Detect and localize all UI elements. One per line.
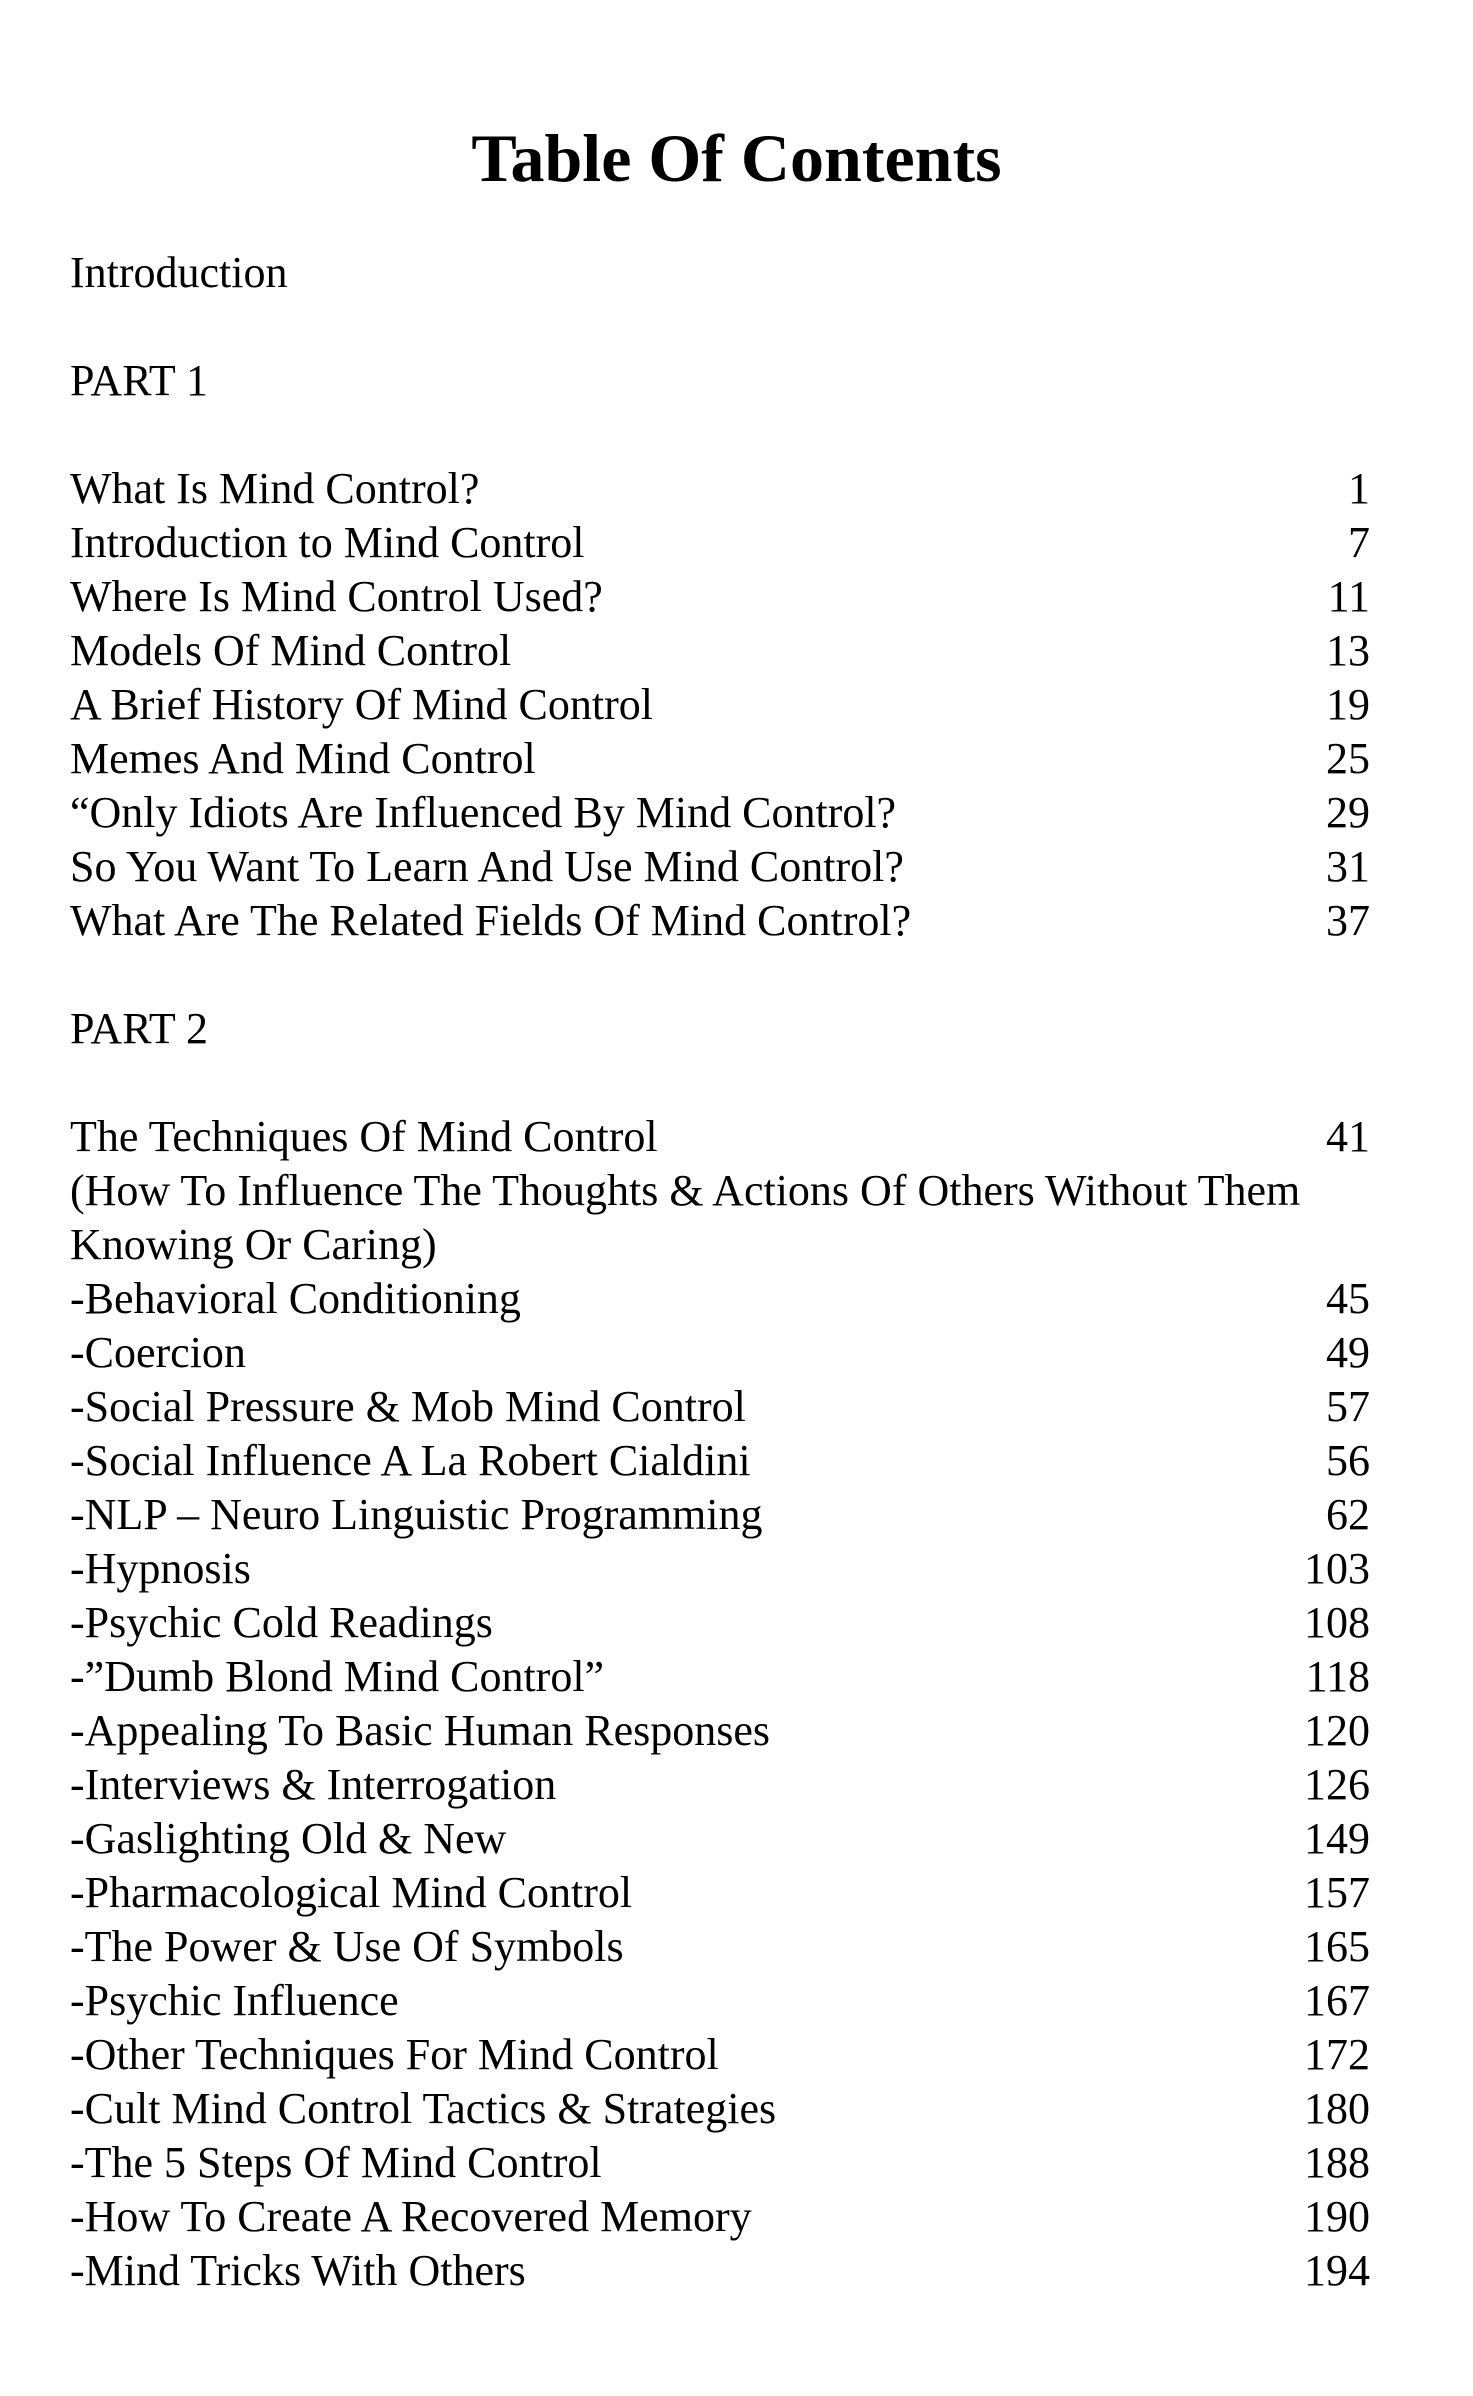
toc-entry-page: 188 — [1304, 2138, 1370, 2187]
toc-entry-title: -NLP – Neuro Linguistic Programming — [70, 1490, 763, 1539]
toc-entry-title: -Appealing To Basic Human Responses — [70, 1706, 771, 1755]
toc-entry-page: 57 — [1326, 1382, 1370, 1431]
toc-introduction: Introduction — [70, 248, 288, 297]
toc-entry-page: 172 — [1304, 2030, 1370, 2079]
toc-entry-title: -Social Pressure & Mob Mind Control — [70, 1382, 746, 1431]
toc-entry-title: Models Of Mind Control — [70, 626, 512, 675]
toc-entry-title: Introduction to Mind Control — [70, 518, 585, 567]
toc-entry-title: Memes And Mind Control — [70, 734, 536, 783]
toc-entry-page: 120 — [1304, 1706, 1370, 1755]
toc-subtitle-line: Knowing Or Caring) — [70, 1220, 437, 1269]
toc-subtitle-line: (How To Influence The Thoughts & Actions Of Others Without Them — [70, 1166, 1301, 1215]
toc-entry-title: -Social Influence A La Robert Cialdini — [70, 1436, 751, 1485]
toc-entry-page: 45 — [1326, 1274, 1370, 1323]
toc-entry-title: -Behavioral Conditioning — [70, 1274, 521, 1323]
toc-entry-page: 7 — [1348, 518, 1370, 567]
toc-entry-title: -Hypnosis — [70, 1544, 251, 1593]
toc-entry-title: -Other Techniques For Mind Control — [70, 2030, 719, 2079]
toc-entry-title: -The 5 Steps Of Mind Control — [70, 2138, 602, 2187]
toc-entry-page: 62 — [1326, 1490, 1370, 1539]
toc-entry-page: 103 — [1304, 1544, 1370, 1593]
toc-entry-page: 13 — [1326, 626, 1370, 675]
toc-entry-page: 190 — [1304, 2192, 1370, 2241]
toc-entry-page: 180 — [1304, 2084, 1370, 2133]
toc-entry-title: Where Is Mind Control Used? — [70, 572, 603, 621]
toc-entry-page: 157 — [1304, 1868, 1370, 1917]
toc-entry-title: “Only Idiots Are Influenced By Mind Control? — [70, 788, 897, 837]
toc-entry-page: 118 — [1305, 1652, 1370, 1701]
part1-heading: PART 1 — [70, 356, 208, 405]
toc-entry-page: 37 — [1326, 896, 1370, 945]
toc-entry-page: 25 — [1326, 734, 1370, 783]
toc-entry-title: -Pharmacological Mind Control — [70, 1868, 633, 1917]
toc-entry-title: -Psychic Influence — [70, 1976, 399, 2025]
toc-entry-title: The Techniques Of Mind Control — [70, 1112, 658, 1161]
toc-entry-page: 194 — [1304, 2246, 1370, 2295]
toc-entry-title: -”Dumb Blond Mind Control” — [70, 1652, 605, 1701]
toc-entry-page: 19 — [1326, 680, 1370, 729]
toc-entry-page: 56 — [1326, 1436, 1370, 1485]
toc-entry-page: 108 — [1304, 1598, 1370, 1647]
page-title: Table Of Contents — [471, 120, 1002, 196]
toc-entry-title: What Is Mind Control? — [70, 464, 480, 513]
part2-heading: PART 2 — [70, 1004, 208, 1053]
toc-entry-title: -Coercion — [70, 1328, 246, 1377]
toc-entry-page: 31 — [1326, 842, 1370, 891]
toc-entry-title: -Gaslighting Old & New — [70, 1814, 507, 1863]
toc-entry-page: 41 — [1326, 1112, 1370, 1161]
toc-entry-title: A Brief History Of Mind Control — [70, 680, 653, 729]
toc-entry-page: 49 — [1326, 1328, 1370, 1377]
toc-entry-page: 126 — [1304, 1760, 1370, 1809]
toc-entry-page: 29 — [1326, 788, 1370, 837]
toc-entry-page: 167 — [1304, 1976, 1370, 2025]
toc-entry-title: -Interviews & Interrogation — [70, 1760, 557, 1809]
toc-entry-page: 165 — [1304, 1922, 1370, 1971]
toc-entry-title: -Cult Mind Control Tactics & Strategies — [70, 2084, 777, 2133]
toc-entry-title: -Mind Tricks With Others — [70, 2246, 526, 2295]
toc-entry-title: -Psychic Cold Readings — [70, 1598, 493, 1647]
toc-entry-title: So You Want To Learn And Use Mind Control? — [70, 842, 904, 891]
toc-entry-title: -The Power & Use Of Symbols — [70, 1922, 624, 1971]
toc-entry-page: 149 — [1304, 1814, 1370, 1863]
toc-entry-page: 1 — [1348, 464, 1370, 513]
toc-entry-title: -How To Create A Recovered Memory — [70, 2192, 752, 2241]
toc-entry-title: What Are The Related Fields Of Mind Control? — [70, 896, 912, 945]
toc-entry-page: 11 — [1327, 572, 1370, 621]
